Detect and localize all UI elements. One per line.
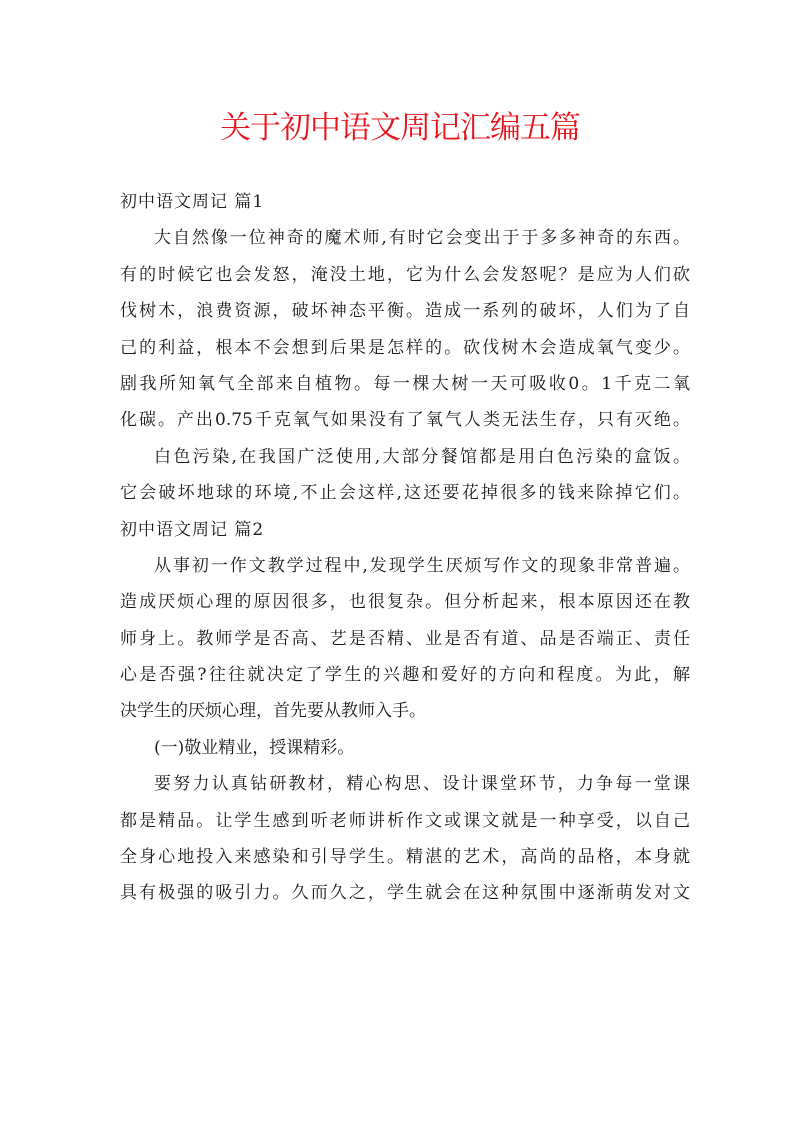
section-heading-2: 初中语文周记 篇2 bbox=[120, 519, 265, 540]
paragraph-line: 它会破坏地球的环境,不止会这样,这还要花掉很多的钱来除掉它们。 bbox=[120, 483, 690, 504]
paragraph-line: 师身上。教师学是否高、艺是否精、业是否有道、品是否端正、责任 bbox=[120, 628, 690, 649]
section-heading-1: 初中语文周记 篇1 bbox=[120, 192, 265, 212]
paragraph-line: 化碳。产出0.75千克氧气如果没有了氧气人类无法生存，只有灭绝。 bbox=[120, 410, 690, 431]
paragraph-line: 造成厌烦心理的原因很多，也很复杂。但分析起来，根本原因还在教 bbox=[120, 592, 690, 613]
paragraph-line: 大自然像一位神奇的魔术师,有时它会变出于于多多神奇的东西。 bbox=[154, 228, 690, 249]
paragraph-line: 己的利益，根本不会想到后果是怎样的。砍伐树木会造成氧气变少。 bbox=[120, 337, 690, 358]
paragraph-line: 都是精品。让学生感到听老师讲析作文或课文就是一种享受，以自己 bbox=[120, 810, 690, 831]
paragraph-line: 剧我所知氧气全部来自植物。每一棵大树一天可吸收0。1千克二氧 bbox=[120, 373, 690, 394]
paragraph-line: 要努力认真钻研教材，精心构思、设计课堂环节，力争每一堂课 bbox=[154, 774, 690, 795]
paragraph-line: 有的时候它也会发怒，淹没土地，它为什么会发怒呢？是应为人们砍 bbox=[120, 264, 690, 285]
paragraph-line: 心是否强?往往就决定了学生的兴趣和爱好的方向和程度。为此，解 bbox=[120, 665, 690, 686]
subheading-line: (一)敬业精业，授课精彩。 bbox=[154, 737, 355, 758]
paragraph-line: 全身心地投入来感染和引导学生。精湛的艺术，高尚的品格，本身就 bbox=[120, 847, 690, 868]
document-title: 关于初中语文周记汇编五篇 bbox=[220, 110, 580, 146]
paragraph-line: 决学生的厌烦心理，首先要从教师入手。 bbox=[120, 701, 426, 722]
paragraph-line: 具有极强的吸引力。久而久之，学生就会在这种氛围中逐渐萌发对文 bbox=[120, 883, 690, 904]
paragraph-line: 从事初一作文教学过程中,发现学生厌烦写作文的现象非常普遍。 bbox=[154, 555, 690, 576]
paragraph-line: 伐树木，浪费资源，破坏神态平衡。造成一系列的破坏，人们为了自 bbox=[120, 301, 690, 322]
document-body bbox=[120, 184, 690, 912]
paragraph-line: 白色污染,在我国广泛使用,大部分餐馆都是用白色污染的盒饭。 bbox=[154, 446, 690, 467]
